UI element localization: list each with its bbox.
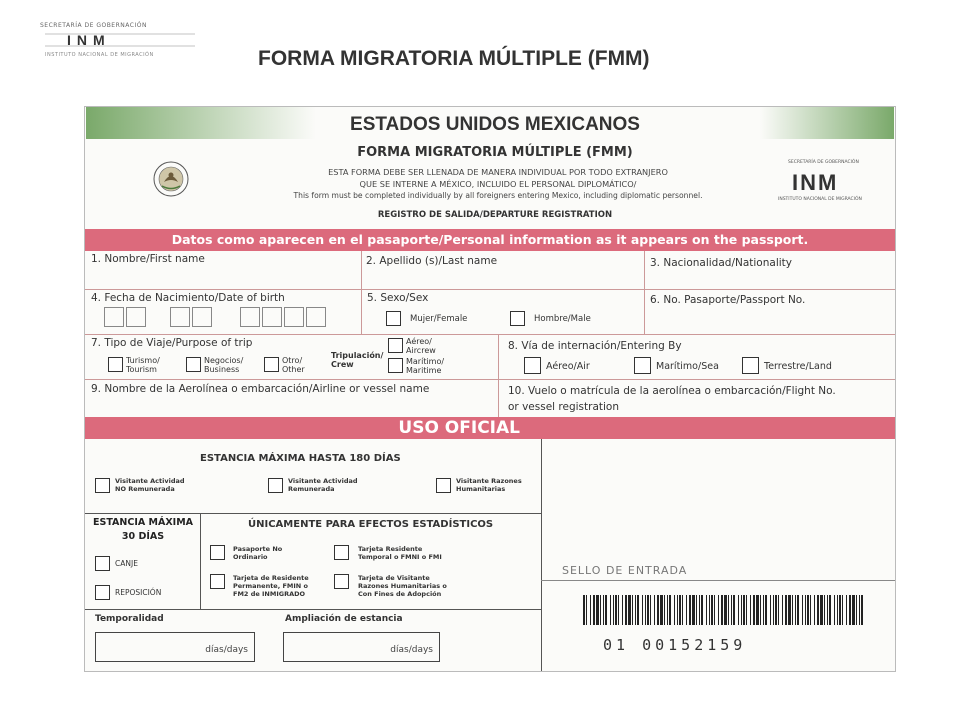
form-inm-logo-text: INM <box>792 170 839 194</box>
paid-visitor-line-1: Visitante Actividad <box>288 477 358 485</box>
barcode-bar <box>696 595 697 625</box>
form-inm-logo <box>790 168 854 194</box>
statistics-only-label: ÚNICAMENTE PARA EFECTOS ESTADÍSTICOS <box>248 519 494 530</box>
barcode-bar <box>689 595 691 625</box>
barcode-bar <box>861 595 863 625</box>
barcode-bar <box>660 595 663 625</box>
barcode-bar <box>810 595 811 625</box>
vessel-registration-label: or vessel registration <box>508 401 619 413</box>
barcode-bar <box>797 595 799 625</box>
max-stay-30-line-1: ESTANCIA MÁXIMA <box>92 517 193 528</box>
barcode-bar <box>647 595 649 625</box>
stay-extension-days-label: días/days <box>390 645 433 655</box>
barcode-bar <box>839 595 841 625</box>
instruction-line-2: QUE SE INTERNE A MÉXICO, INCLUIDO EL PERSONAL DIPLOMÁTICO/ <box>359 179 637 189</box>
instruction-line-3: This form must be completed individually by all foreigners entering Mexico, including diplomatic personnel. <box>293 191 703 200</box>
inm-logo-text: INM <box>67 32 111 48</box>
reposicion-label: REPOSICIÓN <box>115 588 162 597</box>
barcode-bar <box>728 595 729 625</box>
land-checkbox[interactable] <box>742 357 759 374</box>
birth-day-1[interactable] <box>104 307 124 327</box>
temporality-days-label: días/days <box>205 645 248 655</box>
barcode-bar <box>645 595 646 625</box>
logo-top-text: SECRETARÍA DE GOBERNACIÓN <box>40 22 147 29</box>
birth-day-2[interactable] <box>126 307 146 327</box>
barcode-bar <box>807 595 809 625</box>
barcode-bar <box>637 595 639 625</box>
barcode-bar <box>701 595 703 625</box>
air-label: Aéreo/Air <box>546 361 590 372</box>
barcode-bar <box>596 595 599 625</box>
barcode-bar <box>731 595 732 625</box>
aircrew-label-es: Aéreo/ <box>406 337 432 346</box>
barcode-bar <box>632 595 633 625</box>
barcode-bar <box>590 595 591 625</box>
barcode-bar <box>635 595 636 625</box>
barcode-bar <box>650 595 651 625</box>
serial-number: 01 00152159 <box>603 636 747 654</box>
barcode-bar <box>679 595 681 625</box>
barcode-bar <box>610 595 611 625</box>
barcode-bar <box>733 595 735 625</box>
barcode-bar <box>738 595 739 625</box>
passport-number-field[interactable] <box>650 309 890 329</box>
mexico-seal-icon <box>152 160 190 198</box>
flight-number-label: 10. Vuelo o matrícula de la aerolínea o embarcación/Flight No. <box>508 385 836 397</box>
permanent-resident-line-1: Tarjeta de Residente <box>233 574 309 582</box>
birth-date-label: 4. Fecha de Nacimiento/Date of birth <box>91 292 285 304</box>
barcode-bar <box>711 595 713 625</box>
barcode-bar <box>622 595 623 625</box>
reposicion-checkbox[interactable] <box>95 585 110 600</box>
last-name-label: 2. Apellido (s)/Last name <box>366 255 498 267</box>
paid-visitor-line-2: Remunerada <box>288 485 335 493</box>
barcode-bar <box>721 595 723 625</box>
nationality-field[interactable] <box>650 272 890 287</box>
barcode-bar <box>613 595 614 625</box>
unpaid-visitor-checkbox[interactable] <box>95 478 110 493</box>
first-name-label: 1. Nombre/First name <box>91 253 205 265</box>
barcode-bar <box>829 595 831 625</box>
passport-number-label: 6. No. Pasaporte/Passport No. <box>650 294 806 306</box>
non-ordinary-passport-checkbox[interactable] <box>210 545 225 560</box>
barcode-bar <box>714 595 715 625</box>
barcode-bar <box>750 595 751 625</box>
purpose-of-trip-label: 7. Tipo de Viaje/Purpose of trip <box>91 337 253 349</box>
barcode-bar <box>763 595 764 625</box>
barcode-bar <box>667 595 668 625</box>
birth-month-1[interactable] <box>170 307 190 327</box>
non-ordinary-passport-line-2: Ordinario <box>233 553 268 561</box>
barcode-bar <box>618 595 619 625</box>
barcode-bar <box>856 595 857 625</box>
business-label <box>204 356 243 374</box>
stay-extension-field[interactable] <box>283 632 440 662</box>
airline-label: 9. Nombre de la Aerolínea o embarcación/Airline or vessel name <box>91 383 430 395</box>
canje-label: CANJE <box>115 559 138 568</box>
birth-month-2[interactable] <box>192 307 212 327</box>
birth-year-3[interactable] <box>284 307 304 327</box>
barcode-bar <box>820 595 823 625</box>
non-ordinary-passport-line-1: Pasaporte No <box>233 545 283 553</box>
unpaid-visitor-label <box>115 477 185 493</box>
barcode-bar <box>657 595 659 625</box>
visitor-card-line-3: Con Fines de Adopción <box>358 590 442 598</box>
temporary-resident-label <box>358 545 442 561</box>
barcode-bar <box>600 595 601 625</box>
barcode-bar <box>792 595 793 625</box>
tourism-label <box>126 356 160 374</box>
canje-checkbox[interactable] <box>95 556 110 571</box>
barcode-bar <box>746 595 747 625</box>
maritime-crew-label-es: Marítimo/ <box>406 357 445 366</box>
sex-label: 5. Sexo/Sex <box>367 292 429 304</box>
barcode-bar <box>849 595 851 625</box>
barcode-bar <box>692 595 695 625</box>
barcode-bar <box>814 595 815 625</box>
nationality-label: 3. Nacionalidad/Nationality <box>650 257 792 269</box>
barcode <box>583 595 867 625</box>
barcode-bar <box>753 595 755 625</box>
barcode-bar <box>603 595 604 625</box>
maritime-crew-label <box>406 357 444 375</box>
airline-field[interactable] <box>91 398 493 415</box>
barcode-bar <box>852 595 855 625</box>
form-logo-bottom-text: INSTITUTO NACIONAL DE MIGRACIÓN <box>778 197 862 202</box>
barcode-bar <box>788 595 791 625</box>
form-subtitle: FORMA MIGRATORIA MÚLTIPLE (FMM) <box>357 145 633 160</box>
visitor-card-line-1: Tarjeta de Visitante <box>358 574 430 582</box>
birth-year-4[interactable] <box>306 307 326 327</box>
aircrew-checkbox[interactable] <box>388 338 403 353</box>
business-checkbox[interactable] <box>186 357 201 372</box>
first-name-field[interactable] <box>91 268 357 286</box>
barcode-bar <box>773 595 774 625</box>
crew-label-es: Tripulación/ <box>331 351 384 360</box>
barcode-bar <box>778 595 779 625</box>
barcode-bar <box>765 595 767 625</box>
paid-visitor-checkbox[interactable] <box>268 478 283 493</box>
barcode-bar <box>642 595 643 625</box>
barcode-bar <box>824 595 825 625</box>
barcode-bar <box>775 595 777 625</box>
paid-visitor-label <box>288 477 358 493</box>
aircrew-label <box>406 337 436 355</box>
visitor-card-checkbox[interactable] <box>334 574 349 589</box>
humanitarian-visitor-checkbox[interactable] <box>436 478 451 493</box>
barcode-bar <box>654 595 655 625</box>
male-label: Hombre/Male <box>534 314 591 324</box>
birth-year-2[interactable] <box>262 307 282 327</box>
barcode-bar <box>842 595 843 625</box>
maritime-crew-checkbox[interactable] <box>388 358 403 373</box>
temporality-field[interactable] <box>95 632 255 662</box>
barcode-bar <box>817 595 819 625</box>
temporary-resident-line-1: Tarjeta Residente <box>358 545 423 553</box>
other-checkbox[interactable] <box>264 357 279 372</box>
business-label-en: Business <box>204 365 240 374</box>
barcode-bar <box>686 595 687 625</box>
crew-label-en: Crew <box>331 360 354 369</box>
barcode-bar <box>682 595 683 625</box>
barcode-bar <box>664 595 665 625</box>
permanent-resident-line-3: FM2 de INMIGRADO <box>233 590 306 598</box>
barcode-bar <box>743 595 745 625</box>
barcode-bar <box>795 595 796 625</box>
visitor-card-label <box>358 574 447 598</box>
other-label-en: Other <box>282 365 305 374</box>
humanitarian-visitor-label <box>456 477 522 493</box>
barcode-bar <box>586 595 587 625</box>
barcode-bar <box>756 595 759 625</box>
temporary-resident-line-2: Temporal o FMNI o FMI <box>358 553 442 561</box>
form-title: ESTADOS UNIDOS MEXICANOS <box>350 114 640 135</box>
personal-info-band: Datos como aparecen en el pasaporte/Personal information as it appears on the passport. <box>85 229 895 251</box>
unpaid-visitor-line-1: Visitante Actividad <box>115 477 185 485</box>
entering-by-label: 8. Vía de internación/Entering By <box>508 340 682 352</box>
registration-label: REGISTRO DE SALIDA/DEPARTURE REGISTRATION <box>377 210 613 220</box>
barcode-bar <box>718 595 719 625</box>
barcode-bar <box>724 595 727 625</box>
barcode-bar <box>859 595 860 625</box>
barcode-bar <box>834 595 835 625</box>
land-label: Terrestre/Land <box>764 361 832 372</box>
barcode-bar <box>760 595 761 625</box>
birth-year-1[interactable] <box>240 307 260 327</box>
stay-extension-label: Ampliación de estancia <box>285 614 403 624</box>
unpaid-visitor-line-2: NO Remunerada <box>115 485 175 493</box>
barcode-bar <box>770 595 771 625</box>
tourism-checkbox[interactable] <box>108 357 123 372</box>
barcode-bar <box>741 595 742 625</box>
barcode-bar <box>785 595 787 625</box>
crew-label <box>331 351 383 369</box>
barcode-bar <box>593 595 595 625</box>
barcode-bar <box>674 595 675 625</box>
other-label <box>282 356 305 374</box>
female-checkbox[interactable] <box>386 311 401 326</box>
barcode-bar <box>706 595 707 625</box>
form-instructions <box>268 166 728 202</box>
form-logo-top-text: SECRETARÍA DE GOBERNACIÓN <box>788 160 859 165</box>
barcode-bar <box>615 595 617 625</box>
barcode-bar <box>827 595 828 625</box>
air-checkbox[interactable] <box>524 357 541 374</box>
barcode-bar <box>669 595 671 625</box>
max-stay-30-label <box>87 516 199 544</box>
non-ordinary-passport-label <box>233 545 282 561</box>
permanent-resident-line-2: Permanente, FMIN o <box>233 582 308 590</box>
barcode-bar <box>583 595 585 625</box>
permanent-resident-label <box>233 574 309 598</box>
entry-stamp-label: SELLO DE ENTRADA <box>562 564 688 577</box>
barcode-bar <box>625 595 627 625</box>
sea-label: Marítimo/Sea <box>656 361 719 372</box>
tourism-label-en: Tourism <box>126 365 157 374</box>
business-label-es: Negocios/ <box>204 356 244 365</box>
tourism-label-es: Turismo/ <box>126 356 160 365</box>
barcode-bar <box>709 595 710 625</box>
page-title: FORMA MIGRATORIA MÚLTIPLE (FMM) <box>258 47 650 70</box>
barcode-bar <box>628 595 631 625</box>
inm-logo <box>45 28 195 50</box>
barcode-bar <box>805 595 806 625</box>
humanitarian-visitor-line-1: Visitante Razones <box>456 477 522 485</box>
max-stay-30-line-2: 30 DÍAS <box>121 531 165 542</box>
male-checkbox[interactable] <box>510 311 525 326</box>
green-band-right <box>760 107 894 139</box>
barcode-bar <box>677 595 678 625</box>
last-name-field[interactable] <box>366 270 640 287</box>
official-use-band <box>85 417 895 439</box>
official-use-title: USO OFICIAL <box>398 418 520 438</box>
barcode-bar <box>699 595 700 625</box>
humanitarian-visitor-line-2: Humanitarias <box>456 485 506 493</box>
logo-bottom-text: INSTITUTO NACIONAL DE MIGRACIÓN <box>45 52 154 58</box>
other-label-es: Otro/ <box>282 356 303 365</box>
barcode-bar <box>802 595 803 625</box>
maritime-crew-label-en: Maritime <box>406 366 442 375</box>
barcode-bar <box>782 595 783 625</box>
instruction-line-1: ESTA FORMA DEBE SER LLENADA DE MANERA INDIVIDUAL POR TODO EXTRANJERO <box>328 167 668 177</box>
female-label: Mujer/Female <box>410 314 468 324</box>
max-stay-180-label: ESTANCIA MÁXIMA HASTA 180 DÍAS <box>200 453 401 464</box>
aircrew-label-en: Aircrew <box>406 346 436 355</box>
permanent-resident-checkbox[interactable] <box>210 574 225 589</box>
temporary-resident-checkbox[interactable] <box>334 545 349 560</box>
barcode-bar <box>605 595 607 625</box>
visitor-card-line-2: Razones Humanitarias o <box>358 582 447 590</box>
temporality-label: Temporalidad <box>95 614 164 624</box>
green-band-left <box>86 107 316 139</box>
sea-checkbox[interactable] <box>634 357 651 374</box>
barcode-bar <box>846 595 847 625</box>
barcode-bar <box>837 595 838 625</box>
